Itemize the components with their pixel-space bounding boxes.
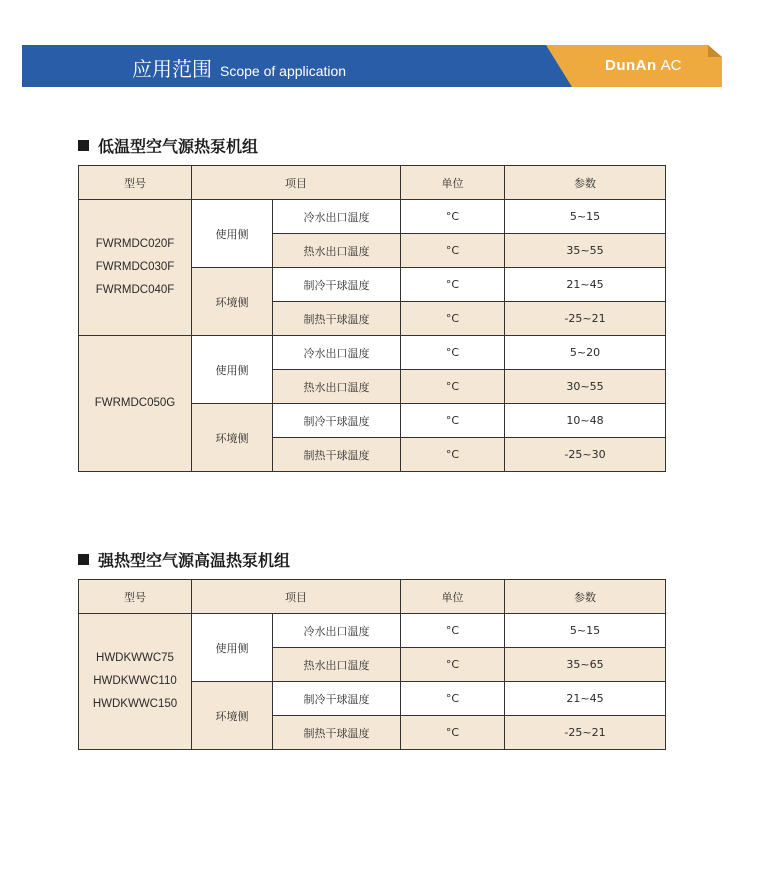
unit-cell: °C [401,200,505,234]
value-cell: 5~15 [505,614,666,648]
unit-cell: °C [401,234,505,268]
header-param: 参数 [505,166,666,200]
unit-cell: °C [401,336,505,370]
spec-table-1 [78,165,666,472]
value-cell: 35~55 [505,234,666,268]
side-cell: 使用侧 [192,200,273,268]
model-cell [79,200,192,336]
value-cell: 10~48 [505,404,666,438]
table-row [79,200,666,234]
side-cell: 环境侧 [192,268,273,336]
table-header-row [79,580,666,614]
square-bullet-icon [78,140,89,151]
header-model: 型号 [79,166,192,200]
table-row [79,336,666,370]
side-cell: 环境侧 [192,404,273,472]
side-cell: 使用侧 [192,336,273,404]
section-title-2 [78,548,290,571]
model-name: FWRMDC050G [94,397,176,409]
section-title-text: 低温型空气源热泵机组 [98,137,259,156]
unit-cell: °C [401,716,505,750]
header-item: 项目 [192,580,401,614]
value-cell: 30~55 [505,370,666,404]
table-row [79,614,666,648]
model-name: HWDKWWC75 [96,652,174,664]
value-cell: 35~65 [505,648,666,682]
item-cell: 制热干球温度 [273,438,401,472]
unit-cell: °C [401,370,505,404]
value-cell: 5~20 [505,336,666,370]
value-cell: -25~30 [505,438,666,472]
item-cell: 热水出口温度 [273,234,401,268]
item-cell: 冷水出口温度 [273,200,401,234]
header-model: 型号 [79,580,192,614]
brand-logo [605,57,682,74]
unit-cell: °C [401,614,505,648]
brand-main: DunAn [605,57,657,74]
item-cell: 制热干球温度 [273,716,401,750]
section-title-1 [78,134,258,157]
item-cell: 制冷干球温度 [273,404,401,438]
side-cell: 环境侧 [192,682,273,750]
title-cn: 应用范围 [132,57,212,81]
value-cell: -25~21 [505,716,666,750]
header-param: 参数 [505,580,666,614]
value-cell: -25~21 [505,302,666,336]
table-header-row [79,166,666,200]
square-bullet-icon [78,554,89,565]
item-cell: 冷水出口温度 [273,614,401,648]
side-cell: 使用侧 [192,614,273,682]
item-cell: 热水出口温度 [273,370,401,404]
value-cell: 5~15 [505,200,666,234]
model-name: FWRMDC040F [95,284,175,296]
item-cell: 制冷干球温度 [273,682,401,716]
header-item: 项目 [192,166,401,200]
item-cell: 冷水出口温度 [273,336,401,370]
spec-table-2 [78,579,666,750]
unit-cell: °C [401,268,505,302]
brand-suffix: AC [660,57,682,74]
unit-cell: °C [401,648,505,682]
model-cell [79,614,192,750]
unit-cell: °C [401,302,505,336]
model-name: HWDKWWC150 [92,698,178,710]
model-cell [79,336,192,472]
item-cell: 制热干球温度 [273,302,401,336]
header-banner [22,45,722,87]
item-cell: 制冷干球温度 [273,268,401,302]
page-title [132,53,346,82]
header-unit: 单位 [401,580,505,614]
unit-cell: °C [401,682,505,716]
title-en: Scope of application [220,63,347,79]
item-cell: 热水出口温度 [273,648,401,682]
model-name: FWRMDC020F [95,238,175,250]
model-name: HWDKWWC110 [93,675,177,687]
unit-cell: °C [401,438,505,472]
section-title-text: 强热型空气源高温热泵机组 [98,551,291,570]
value-cell: 21~45 [505,268,666,302]
unit-cell: °C [401,404,505,438]
model-name: FWRMDC030F [95,261,175,273]
value-cell: 21~45 [505,682,666,716]
header-unit: 单位 [401,166,505,200]
